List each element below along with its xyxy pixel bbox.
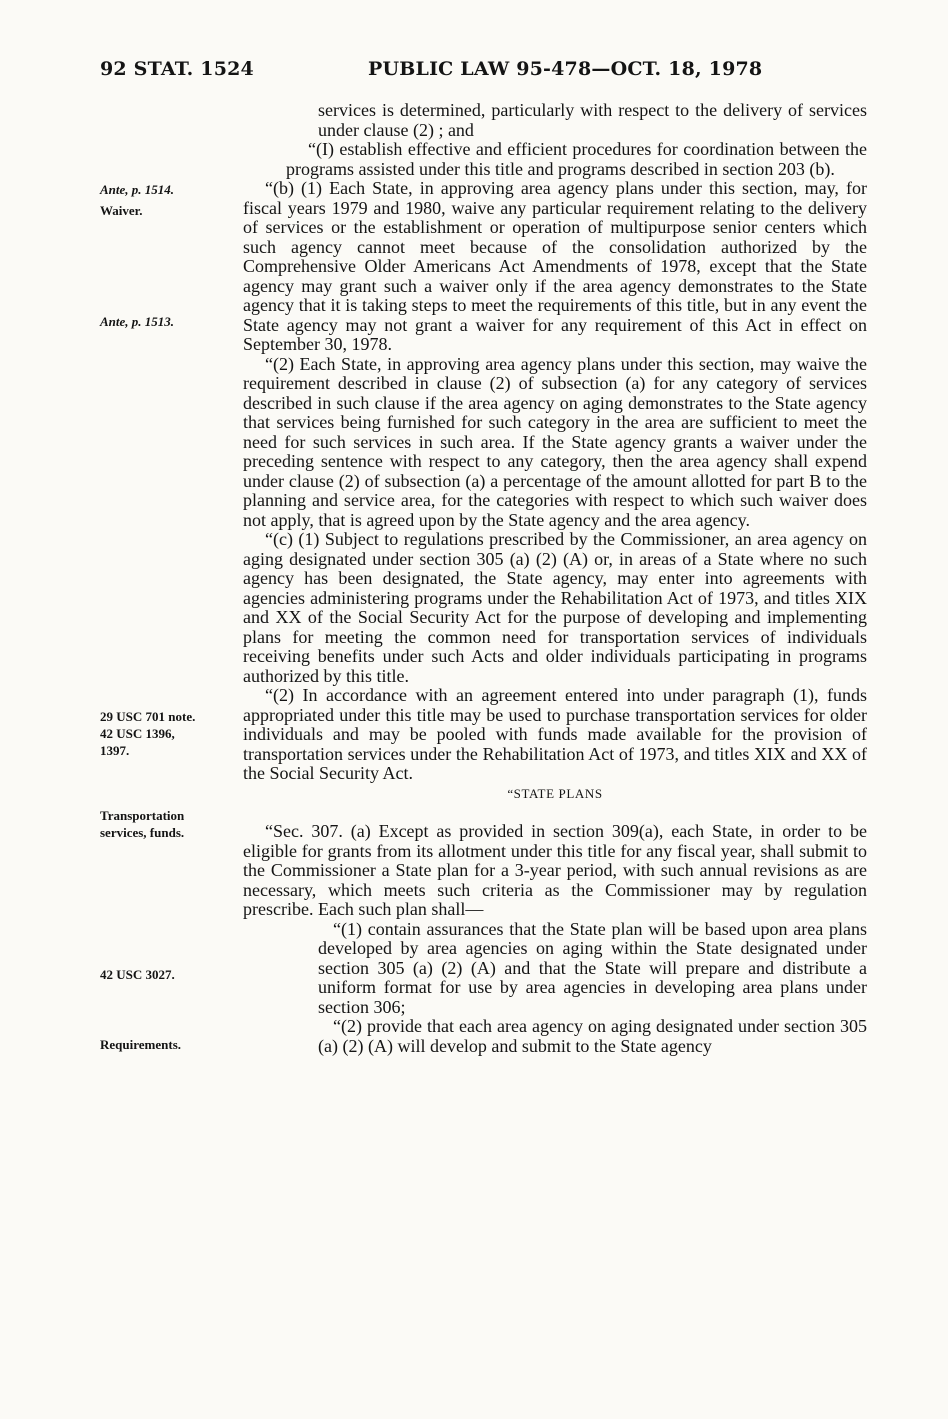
- margin-note-requirements: Requirements.: [100, 1037, 182, 1052]
- paragraph: “Sec. 307. (a) Except as provided in section 309(a), each State, in order to be eligible for grants from its allotment under this title for any fiscal year, shall submit to the Commissioner a State plan for a 3-year period, with such annual revisions as are necessary, which meets such criteria as the Commissioner may by regulation prescribe. Each such plan shall—: [243, 821, 867, 919]
- paragraph: services is determined, particularly with respect to the delivery of services under clause (2) ; and: [318, 100, 867, 140]
- margin-note-transportation: Transportation services, funds.: [100, 808, 185, 840]
- paragraph: “(2) In accordance with an agreement entered into under paragraph (1), funds appropriated under this title may be used to purchase transportation services for older individuals and may be pooled with funds made available for the provision of transportation services under the Rehabilitation Act of 1973, and titles XIX and XX of the Social Security Act.: [243, 685, 867, 783]
- paragraph: “(2) Each State, in approving area agency plans under this section, may waive the requirement described in clause (2) of subsection (a) for any category of services described in such clause if the area agency on aging demonstrates to the State agency that services being furnished for such category in the area are sufficient to meet the need for such services in such area. If the State agency grants a waiver under the preceding sentence with respect to any category, then the area agency shall expend under clause (2) of subsection (a) a percentage of the amount allotted for part B to the planning and service area, for the categories with respect to which such waiver does not apply, that is agreed upon by the State agency and the area agency.: [243, 353, 867, 530]
- margin-note-ante-1514: Ante, p. 1514.: [100, 182, 175, 197]
- running-head: PUBLIC LAW 95-478—OCT. 18, 1978: [368, 58, 763, 80]
- paragraph: “(c) (1) Subject to regulations prescribed by the Commissioner, an area agency on aging designated under section 305 (a) (2) (A) or, in areas of a State where no such agency has been designated, the State agency, may enter into agreements with agencies administering programs under the Rehabilitation Act of 1973, and titles XIX and XX of the Social Security Act for the purpose of developing and implementing plans for meeting the common need for transportation services of individuals receiving benefits under such Acts and older individuals participating in programs authorized by this title.: [243, 529, 867, 686]
- paragraph: “(I) establish effective and efficient procedures for coordination between the programs assisted under this title and programs described in section 203 (b).: [286, 139, 867, 179]
- margin-note-42-usc-3027: 42 USC 3027.: [100, 967, 175, 982]
- section-heading-state-plans: “STATE PLANS: [507, 785, 603, 801]
- margin-note-ante-1513: Ante, p. 1513.: [100, 314, 175, 329]
- paragraph: “(1) contain assurances that the State plan will be based upon area plans developed by area agencies on aging within the State designated under section 305 (a) (2) (A) and that the State will prepare and distribute a uniform format for use by area agencies in developing area plans under section 306;: [318, 918, 867, 1017]
- page-citation: 92 STAT. 1524: [100, 58, 254, 80]
- margin-note-usc-references: 29 USC 701 note. 42 USC 1396, 1397.: [100, 709, 196, 758]
- paragraph: “(b) (1) Each State, in approving area agency plans under this section, may, for fiscal years 1979 and 1980, waive any particular requirement relating to the delivery of services or the establishment or operation of multipurpose senior centers which such agency cannot meet because of the consolidation authorized by the Comprehensive Older Americans Act Amendments of 1978, except that the State agency may grant such a waiver only if the area agency demonstrates to the State agency that it is taking steps to meet the requirements of this title, but in any event the State agency may not grant a waiver for any requirement of this Act in effect on September 30, 1978.: [243, 178, 867, 354]
- statute-text: [243, 101, 867, 1056]
- margin-note-waiver: Waiver.: [100, 203, 143, 218]
- paragraph: “(2) provide that each area agency on aging designated under section 305 (a) (2) (A) will develop and submit to the State agency: [318, 1016, 867, 1056]
